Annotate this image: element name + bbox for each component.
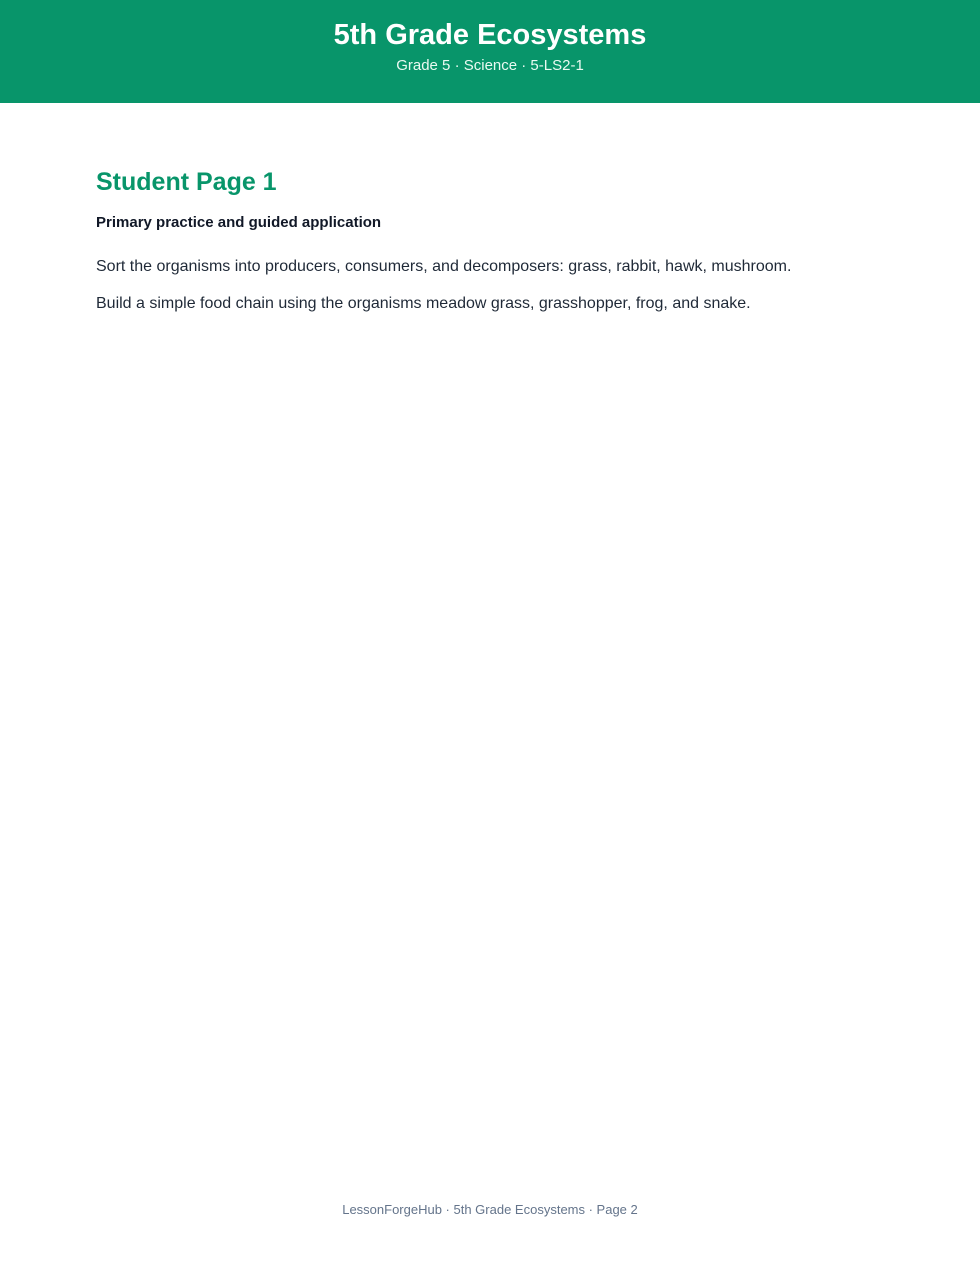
- main-content: [96, 164, 884, 316]
- document-subtitle: Grade 5 · Science · 5-LS2-1: [396, 57, 584, 74]
- instruction-paragraph: Build a simple food chain using the organisms meadow grass, grasshopper, frog, and snake.: [96, 295, 751, 312]
- section-subheading: Primary practice and guided application: [96, 214, 382, 231]
- page-title: Student Page 1: [96, 168, 277, 196]
- page-header: [0, 0, 980, 103]
- page-footer: LessonForgeHub · 5th Grade Ecosystems · Page 2: [342, 1202, 638, 1217]
- document-title: 5th Grade Ecosystems: [333, 19, 647, 51]
- instruction-paragraph: Sort the organisms into producers, consumers, and decomposers: grass, rabbit, hawk, mushroom.: [96, 258, 792, 275]
